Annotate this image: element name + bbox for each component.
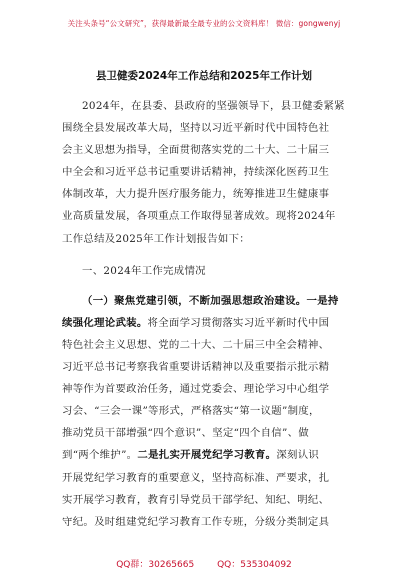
- intro-line: 业高质量发展，各项重点工作取得显著成效。现将2024年: [62, 210, 336, 223]
- intro-line: 中全会和习近平总书记重要讲话精神，持续深化医药卫生: [62, 166, 330, 179]
- header-banner: 关注头条号“公文研究”，获得最新最全最专业的公文资料库！ 微信：gongwenyj: [67, 19, 341, 28]
- body-text: 到“两个维护”。: [62, 449, 138, 462]
- section-heading: 一、2024年工作完成情况: [82, 264, 206, 277]
- document-title: 县卫健委2024年工作总结和2025年工作计划: [96, 70, 312, 82]
- intro-line: 围绕全县发展改革大局，坚持以习近平新时代中国特色社: [62, 122, 330, 135]
- body-line: 实开展学习教育，教育引导党员干部学纪、知纪、明纪、: [62, 493, 330, 506]
- body-text: 将全面学习贯彻落实习近平新时代中国: [147, 316, 330, 329]
- body-line: [62, 312, 348, 334]
- body-line: 开展党纪学习教育的重要意义，坚持高标准、严要求，扎: [62, 471, 330, 484]
- body-text: 深刻认识: [276, 449, 320, 462]
- bold-lead: 续强化理论武装。: [62, 316, 148, 329]
- qq-group-number: QQ群：30265665: [116, 560, 195, 570]
- body-line: 习会、“三会一课”等形式，严格落实“第一议题”制度，: [62, 405, 320, 418]
- document-body: [62, 95, 348, 533]
- intro-line: 2024年，在县委、县政府的坚强领导下，县卫健委紧紧: [82, 100, 345, 112]
- body-line: 习近平总书记考察我省重要讲话精神以及重要指示批示精: [62, 361, 330, 374]
- qq-number: QQ：535304092: [217, 560, 292, 570]
- body-line: 守纪。及时组建党纪学习教育工作专班，分级分类制定具: [62, 515, 330, 528]
- body-line: 推动党员干部增强“四个意识”、坚定“四个自信”、做: [62, 427, 309, 440]
- subsection-heading: （一）聚焦党建引领，不断加强思想政治建设。一是持: [82, 294, 339, 307]
- intro-line: 体制改革，大力提升医疗服务能力，统筹推进卫生健康事: [62, 188, 330, 201]
- body-line: 神等作为首要政治任务，通过党委会、理论学习中心组学: [62, 383, 330, 396]
- footer-banner: [0, 557, 408, 570]
- intro-line: 会主义思想为指导，全面贯彻落实党的二十大、二十届三: [62, 144, 330, 157]
- intro-line: 工作总结及2025年工作计划报告如下：: [62, 232, 251, 245]
- body-line: [62, 444, 348, 466]
- body-line: 特色社会主义思想、党的二十大、二十届三中全会精神、: [62, 338, 330, 351]
- bold-lead: 二是扎实开展党纪学习教育。: [137, 449, 277, 462]
